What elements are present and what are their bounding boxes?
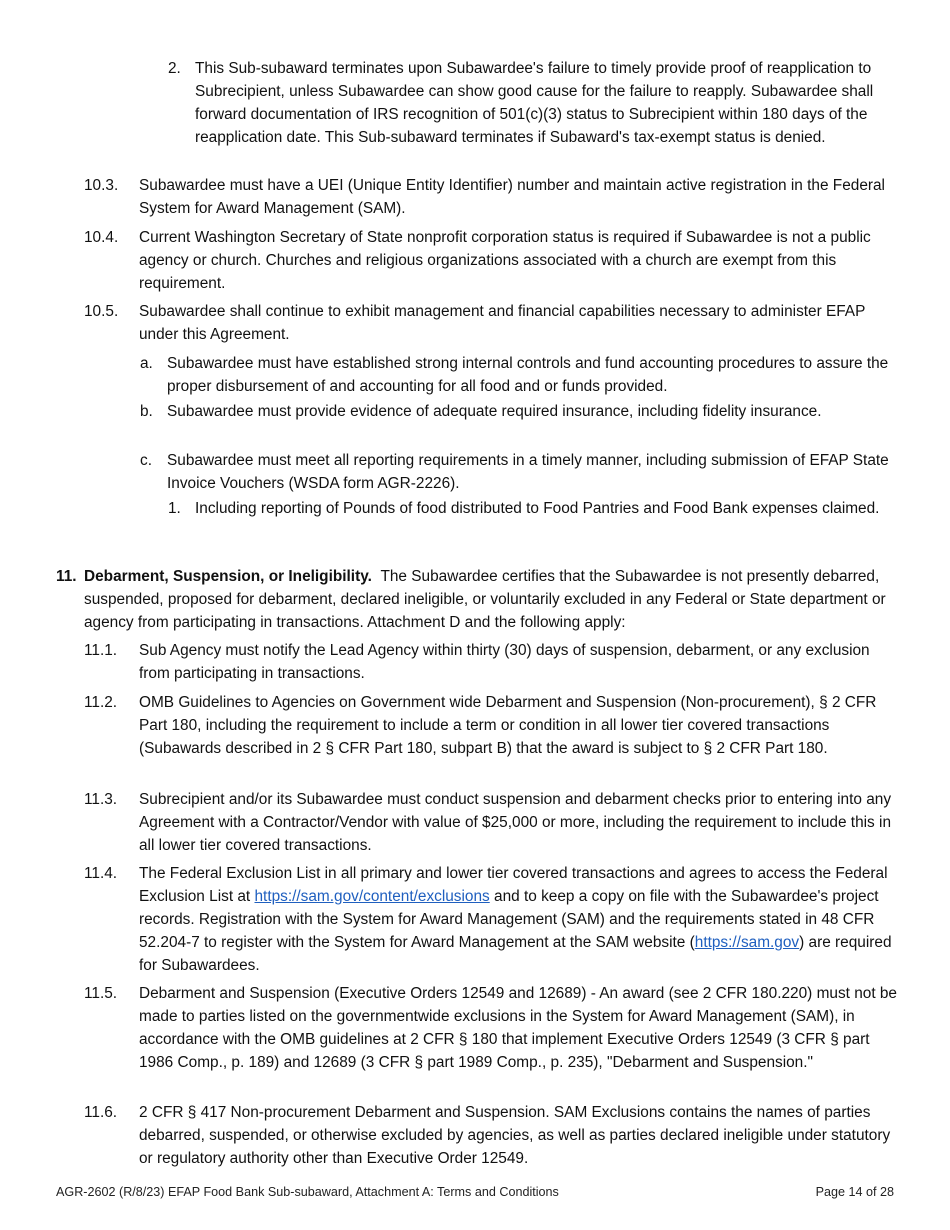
section-number: 11. (56, 568, 77, 585)
item-10-5-a (140, 352, 898, 398)
section-body (84, 565, 898, 634)
item-10-5-c (140, 449, 898, 495)
section-number: 11.2. (84, 694, 118, 711)
item-2 (168, 57, 898, 149)
section-number: 11.3. (84, 791, 118, 808)
item-letter: a. (140, 355, 153, 372)
section-10-4 (84, 226, 898, 295)
footer-left: AGR-2602 (R/8/23) EFAP Food Bank Sub-subaward, Attachment A: Terms and Conditions (56, 1185, 559, 1199)
section-11-5 (84, 982, 898, 1074)
section-text: Debarment and Suspension (Executive Orders 12549 and 12689) - An award (see 2 CFR 180.220) must not be made to parties listed on the governmentwide exclusions in the System for Award Management (SAM), in accordance with the OMB guidelines at 2 CFR § 180 that implement Executive Orders 12549 (3 CFR § part 1986 Comp., p. 189) and 12689 (3 CFR § part 1989 Comp., p. 235), "Debarment and Suspension." (139, 985, 897, 1071)
sam-exclusions-link[interactable]: https://sam.gov/content/exclusions (254, 888, 490, 905)
section-number: 10.3. (84, 177, 119, 194)
section-text (139, 862, 898, 977)
section-11-2 (84, 691, 898, 760)
section-text: Subawardee must have a UEI (Unique Entity Identifier) number and maintain active registration in the Federal System for Award Management (SAM). (139, 177, 885, 217)
section-text: Subawardee shall continue to exhibit management and financial capabilities necessary to administer EFAP under this Agreement. (139, 303, 866, 343)
item-letter: c. (140, 452, 152, 469)
section-number: 11.4. (84, 865, 118, 882)
item-letter: b. (140, 403, 153, 420)
section-text: Sub Agency must notify the Lead Agency within thirty (30) days of suspension, debarment, or any exclusion from participating in transactions. (139, 642, 870, 682)
item-10-5-b (140, 400, 898, 423)
section-number: 10.4. (84, 229, 119, 246)
item-text: Including reporting of Pounds of food distributed to Food Pantries and Food Bank expenses claimed. (195, 500, 880, 517)
section-number: 11.5. (84, 985, 118, 1002)
section-number: 11.6. (84, 1104, 118, 1121)
section-text-part-1: The Federal Exclusion List in all primary and lower tier covered transactions and agrees to access the Federal Exclusion List at (139, 865, 888, 905)
item-text: Subawardee must have established strong internal controls and fund accounting procedures to assure the proper disbursement of and accounting for all food and or funds provided. (167, 355, 889, 395)
section-11-6 (84, 1101, 898, 1170)
item-text: This Sub-subaward terminates upon Subawardee's failure to timely provide proof of reapplication to Subrecipient, unless Subawardee can show good cause for the failure to reapply. Subawardee shall forward documentation of IRS recognition of 501(c)(3) status to Subrecipient within 180 days of the reapplication date. This Sub-subaward terminates if Subaward's tax-exempt status is denied. (195, 60, 874, 146)
item-number: 2. (168, 60, 181, 77)
item-10-5-c-1 (168, 497, 898, 520)
section-11-1 (84, 639, 898, 685)
section-10-5 (84, 300, 898, 346)
section-number: 10.5. (84, 303, 119, 320)
section-10-3 (84, 174, 898, 220)
sam-gov-link[interactable]: https://sam.gov (694, 934, 800, 951)
section-11-3 (84, 788, 898, 857)
section-text-part-3: ) are required for Subawardees. (139, 934, 892, 974)
item-number: 1. (168, 500, 181, 517)
section-title: Debarment, Suspension, or Ineligibility. (84, 568, 372, 585)
section-text-part-2: and to keep a copy on file with the Subawardee's project records. Registration with the System for Award Management (SAM) and the requirements stated in 48 CFR 52.204-7 to register with the System for Award Management at the SAM website ( (139, 888, 879, 951)
section-text: The Subawardee certifies that the Subawardee is not presently debarred, suspended, proposed for debarment, declared ineligible, or voluntarily excluded in any Federal or State department or agency from participating in transactions. Attachment D and the following apply: (84, 568, 886, 631)
section-text: Subrecipient and/or its Subawardee must conduct suspension and debarment checks prior to entering into any Agreement with a Contractor/Vendor with value of $25,000 or more, including the requirement to include this in all lower tier covered transactions. (139, 791, 892, 854)
section-text: Current Washington Secretary of State nonprofit corporation status is required if Subawardee is not a public agency or church. Churches and religious organizations associated with a church are exempt from this requirement. (139, 229, 871, 292)
item-text: Subawardee must provide evidence of adequate required insurance, including fidelity insurance. (167, 403, 822, 420)
section-11 (56, 565, 898, 634)
item-text: Subawardee must meet all reporting requirements in a timely manner, including submission of EFAP State Invoice Vouchers (WSDA form AGR-2226). (167, 452, 889, 492)
section-text: 2 CFR § 417 Non-procurement Debarment and Suspension. SAM Exclusions contains the names of parties debarred, suspended, or otherwise excluded by agencies, as well as parties declared ineligible under statutory or regulatory authority other than Executive Order 12549. (139, 1104, 891, 1167)
section-number: 11.1. (84, 642, 118, 659)
section-11-4 (84, 862, 898, 977)
footer-page-number: Page 14 of 28 (815, 1185, 894, 1199)
section-text: OMB Guidelines to Agencies on Government wide Debarment and Suspension (Non-procurement), § 2 CFR Part 180, including the requirement to include a term or condition in all lower tier covered transactions (Subawards described in 2 § CFR Part 180, subpart B) that the award is subject to § 2 CFR Part 180. (139, 694, 877, 757)
